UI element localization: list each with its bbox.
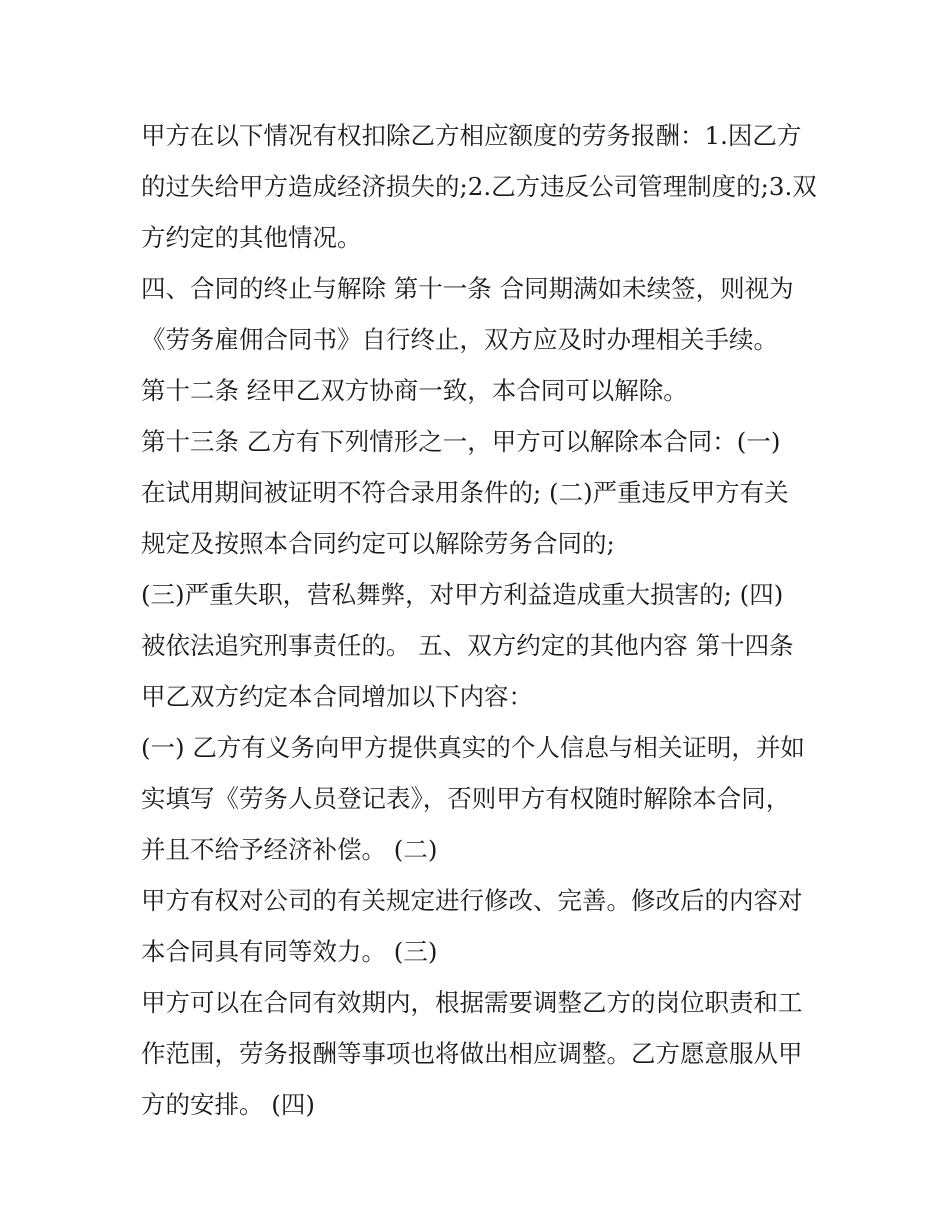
text-line: 的过失给甲方造成经济损失的;2.乙方违反公司管理制度的;3.双 [141,172,817,201]
text-line: 规定及按照本合同约定可以解除劳务合同的; [141,529,615,558]
text-line: 在试用期间被证明不符合录用条件的; (二)严重违反甲方有关 [141,478,789,507]
text-line: 《劳务雇佣合同书》自行终止，双方应及时办理相关手续。 [141,325,778,354]
text-line: 并且不给予经济补偿。 (二) [141,835,438,864]
text-line: (三)严重失职，营私舞弊，对甲方利益造成重大损害的; (四) [141,580,784,609]
text-line: 甲方可以在合同有效期内，根据需要调整乙方的岗位职责和工 [141,988,803,1017]
contract-text-body [141,110,821,1130]
text-line: 第十二条 经甲乙双方协商一致，本合同可以解除。 [141,376,688,405]
text-line: 方的安排。 (四) [141,1090,315,1119]
text-line: 甲方在以下情况有权扣除乙方相应额度的劳务报酬：1.因乙方 [141,121,802,150]
text-line: 四、合同的终止与解除 第十一条 合同期满如未续签，则视为 [141,274,794,303]
text-line: 甲方有权对公司的有关规定进行修改、完善。修改后的内容对 [141,886,803,915]
text-line: 本合同具有同等效力。 (三) [141,937,438,966]
text-line: 甲乙双方约定本合同增加以下内容： [141,682,533,711]
text-line: 作范围，劳务报酬等事项也将做出相应调整。乙方愿意服从甲 [141,1039,803,1068]
text-line: 被依法追究刑事责任的。 五、双方约定的其他内容 第十四条 [141,631,794,660]
text-line: 实填写《劳务人员登记表》，否则甲方有权随时解除本合同， [141,784,791,813]
text-line: 第十三条 乙方有下列情形之一，甲方可以解除本合同：(一) [141,427,781,456]
text-line: 方约定的其他情况。 [141,223,362,252]
text-line: (一) 乙方有义务向甲方提供真实的个人信息与相关证明，并如 [141,733,805,762]
